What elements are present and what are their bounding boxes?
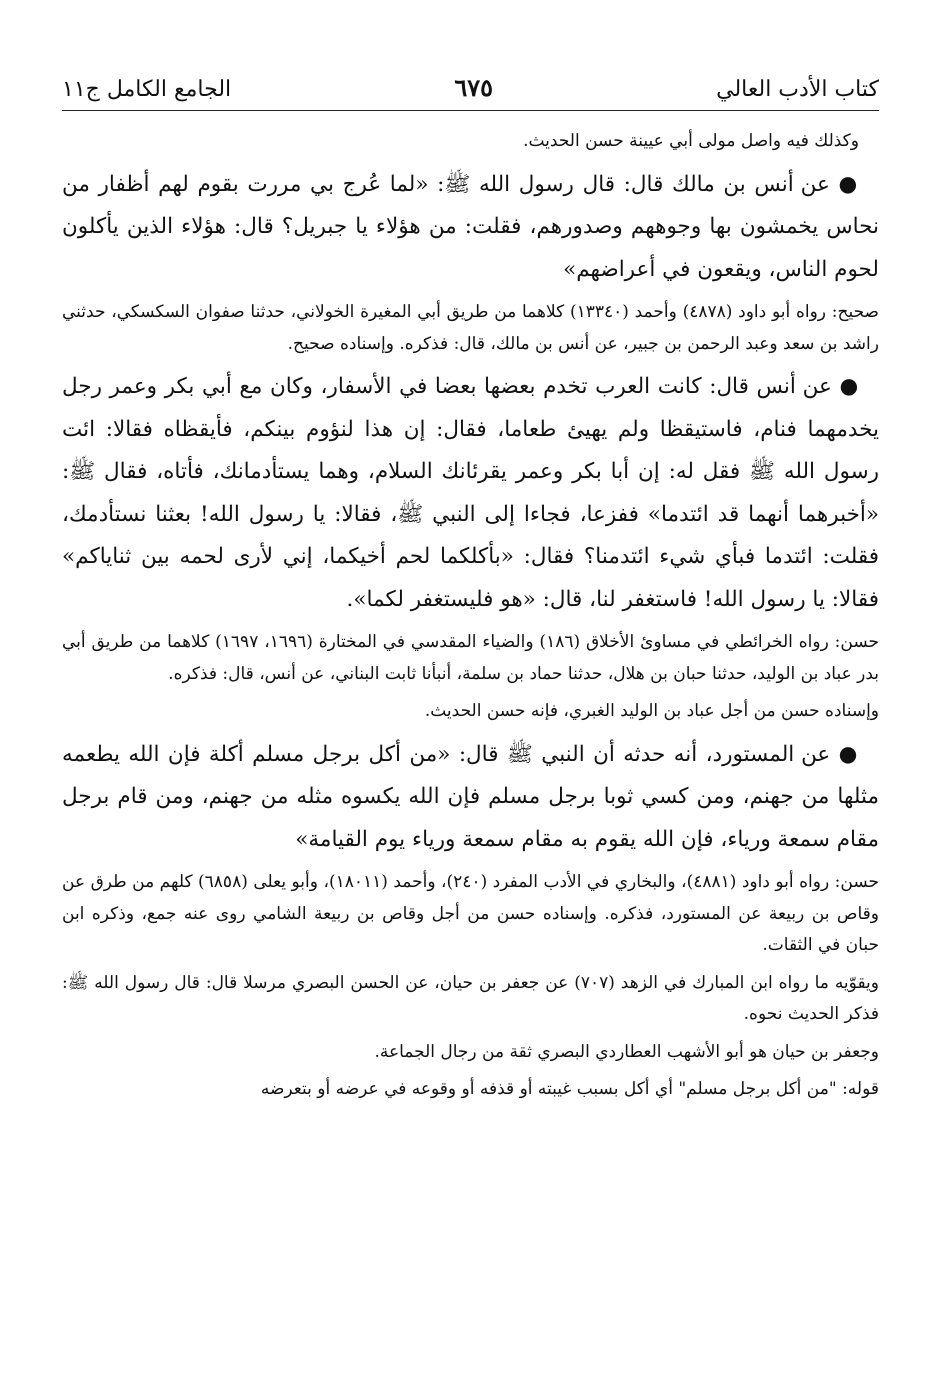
running-header xyxy=(62,62,879,102)
takhrij-paragraph: حسن: رواه أبو داود (٤٨٨١)، والبخاري في الأدب المفرد (٢٤٠)، وأحمد (١٨٠١١)، وأبو يعلى (٦٨٥٨) كلهم من طرق عن وقاص بن ربيعة عن المستورد، فذكره. وإسناده حسن من أجل وقاص بن ربيعة الشامي روى عنه جمع، وذكره ابن حبان في الثقات. xyxy=(62,872,879,955)
takhrij-paragraph: صحيح: رواه أبو داود (٤٨٧٨) وأحمد (١٣٣٤٠) كلاهما من طريق أبي المغيرة الخولاني، حدثنا صفوان السكسكي، حدثني راشد بن سعد وعبد الرحمن بن جبير، عن أنس بن مالك، قال: فذكره. وإسناده صحيح. xyxy=(62,302,879,354)
commentary-paragraph: وكذلك فيه واصل مولى أبي عيينة حسن الحديث. xyxy=(523,131,859,151)
bullet-icon: ● xyxy=(838,171,860,197)
hadith-paragraph: ● عن أنس بن مالك قال: قال رسول الله ﷺ: «لما عُرج بي مررت بقوم لهم أظفار من نحاس يخمشون بها وجوههم وصدورهم، فقلت: من هؤلاء يا جبريل؟ قال: هؤلاء الذين يأكلون لحوم الناس، ويقعون في أعراضهم» xyxy=(62,171,879,282)
book-title: كتاب الأدب العالي xyxy=(716,77,879,102)
page-body xyxy=(62,126,879,1112)
takhrij-paragraph: حسن: رواه الخرائطي في مساوئ الأخلاق (١٨٦) والضياء المقدسي في المختارة (١٦٩٦، ١٦٩٧) كلاهما من طريق أبي بدر عباد بن الوليد، حدثنا حبان بن هلال، حدثنا حماد بن سلمة، أنبأنا ثابت البناني، عن أنس، قال: فذكره. xyxy=(62,632,880,684)
commentary-paragraph: ويقوّيه ما رواه ابن المبارك في الزهد (٧٠٧) عن جعفر بن حيان، عن الحسن البصري مرسلا قال: قال رسول الله ﷺ: فذكر الحديث نحوه. xyxy=(62,972,879,1024)
header-rule xyxy=(62,110,879,111)
commentary-paragraph: وإسناده حسن من أجل عباد بن الوليد الغبري، فإنه حسن الحديث. xyxy=(424,701,879,721)
page-number: ٦٧٥ xyxy=(454,73,493,102)
hadith-paragraph: ● عن المستورد، أنه حدثه أن النبي ﷺ قال: «من أكل برجل مسلم أكلة فإن الله يطعمه مثلها من جهنم، ومن كسي ثوبا برجل مسلم فإن الله يكسوه مثله من جهنم، ومن قام برجل مقام سمعة ورياء، فإن الله يقوم به مقام سمعة ورياء يوم القيامة» xyxy=(62,741,879,852)
commentary-paragraph: قوله: "من أكل برجل مسلم" أي أكل بسبب غيبته أو قذفه أو وقوعه في عرضه أو بتعرضه xyxy=(260,1079,879,1099)
commentary-paragraph: وجعفر بن حيان هو أبو الأشهب العطاردي البصري ثقة من رجال الجماعة. xyxy=(374,1041,879,1062)
volume-title: الجامع الكامل ج١١ xyxy=(62,77,232,102)
bullet-icon: ● xyxy=(838,741,859,767)
bullet-icon: ● xyxy=(839,374,859,399)
hadith-paragraph: ● عن أنس قال: كانت العرب تخدم بعضها بعضا في الأسفار، وكان مع أبي بكر وعمر رجل يخدمهما فنام، فاستيقظا ولم يهيئ طعاما، فقال: إن هذا لنؤوم بينكم، فأيقظاه فقالا: ائت رسول الله ﷺ فقل له: إن أبا بكر وعمر يقرئانك السلام، وهما يستأدمانك، فأتاه، فقال ﷺ: «أخبرهما أنهما قد ائتدما» ففزعا، فجاءا إلى النبي ﷺ، فقالا: يا رسول الله! بعثنا نستأدمك، فقلت: ائتدما فبأي شيء ائتدمنا؟ فقال: «بأكلكما لحم أخيكما، إني لأرى لحمه بين ثناياكم» فقالا: يا رسول الله! فاستغفر لنا، قال: «هو فليستغفر لكما». xyxy=(62,374,879,612)
